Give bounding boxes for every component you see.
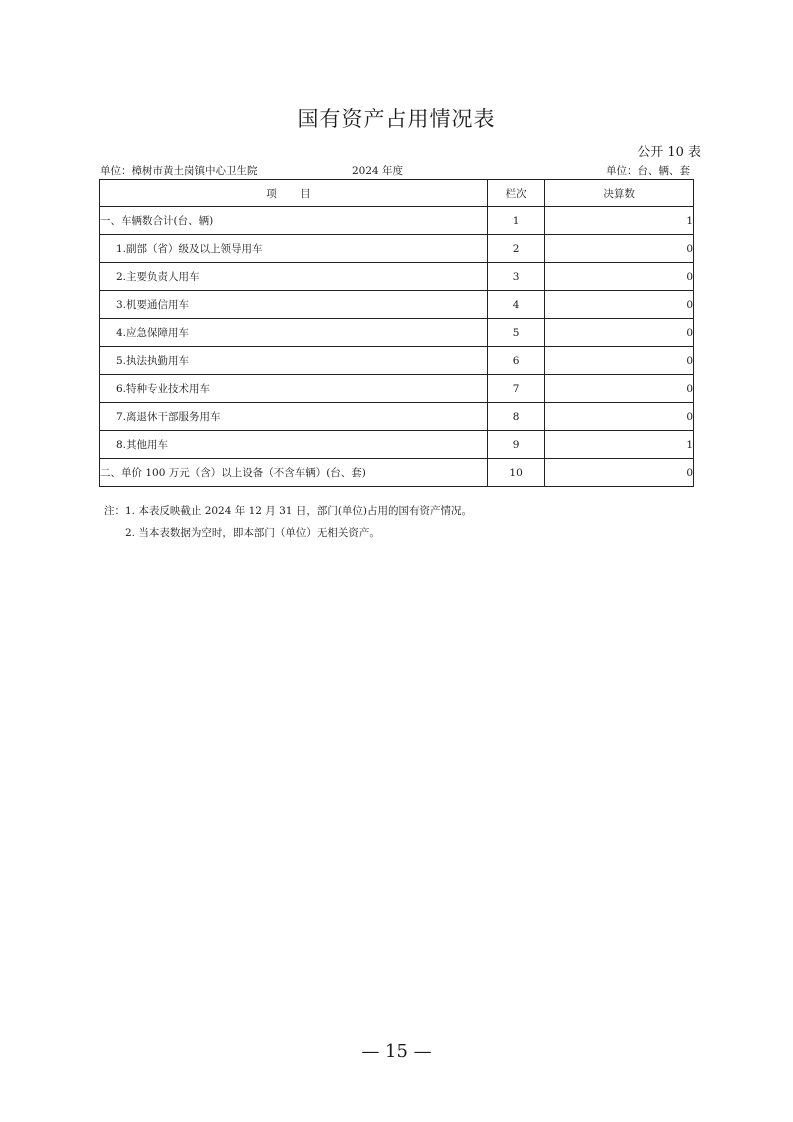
row-item: 7.离退休干部服务用车 xyxy=(100,403,488,431)
table-header-row xyxy=(100,180,694,207)
row-item: 5.执法执勤用车 xyxy=(100,347,488,375)
row-value: 1 xyxy=(545,207,694,235)
row-item: 二、单价 100 万元（含）以上设备（不含车辆）(台、套) xyxy=(100,459,488,487)
table-row xyxy=(100,235,694,263)
row-value: 0 xyxy=(545,235,694,263)
row-item: 2.主要负责人用车 xyxy=(100,263,488,291)
table-row xyxy=(100,431,694,459)
table-row xyxy=(100,291,694,319)
row-item: 4.应急保障用车 xyxy=(100,319,488,347)
table-row xyxy=(100,347,694,375)
row-value: 0 xyxy=(545,459,694,487)
table-row xyxy=(100,263,694,291)
row-value: 0 xyxy=(545,319,694,347)
table-notes xyxy=(104,500,472,544)
row-item: 1.副部（省）级及以上领导用车 xyxy=(100,235,488,263)
org-name: 单位：樟树市黄土岗镇中心卫生院 xyxy=(100,165,258,177)
header-info xyxy=(100,163,692,179)
row-item: 6.特种专业技术用车 xyxy=(100,375,488,403)
table-row xyxy=(100,319,694,347)
table-row xyxy=(100,207,694,235)
row-line: 6 xyxy=(487,347,544,375)
column-header-line: 栏次 xyxy=(487,180,544,207)
row-line: 7 xyxy=(487,375,544,403)
row-value: 0 xyxy=(545,263,694,291)
row-line: 3 xyxy=(487,263,544,291)
row-value: 0 xyxy=(545,375,694,403)
row-item: 3.机要通信用车 xyxy=(100,291,488,319)
row-line: 2 xyxy=(487,235,544,263)
asset-table xyxy=(99,179,694,487)
column-header-value: 决算数 xyxy=(545,180,694,207)
row-line: 8 xyxy=(487,403,544,431)
page-title: 国有资产占用情况表 xyxy=(297,107,496,131)
table-row xyxy=(100,459,694,487)
column-header-item: 项 目 xyxy=(100,180,488,207)
note-line: 2. 当本表数据为空时，即本部门（单位）无相关资产。 xyxy=(125,527,380,539)
row-value: 0 xyxy=(545,403,694,431)
row-line: 5 xyxy=(487,319,544,347)
table-code: 公开 10 表 xyxy=(637,145,701,160)
row-line: 10 xyxy=(487,459,544,487)
table-row xyxy=(100,375,694,403)
row-line: 4 xyxy=(487,291,544,319)
row-line: 1 xyxy=(487,207,544,235)
row-value: 0 xyxy=(545,347,694,375)
measure-unit: 单位：台、辆、套 xyxy=(606,165,690,177)
row-value: 1 xyxy=(545,431,694,459)
row-value: 0 xyxy=(545,291,694,319)
page-number: — 15 — xyxy=(361,1041,432,1062)
row-item: 8.其他用车 xyxy=(100,431,488,459)
table-row xyxy=(100,403,694,431)
fiscal-year: 2024 年度 xyxy=(352,165,404,177)
note-line: 注：1. 本表反映截止 2024 年 12 月 31 日，部门(单位)占用的国有资产情况。 xyxy=(104,505,473,517)
row-item: 一、车辆数合计(台、辆) xyxy=(100,207,488,235)
row-line: 9 xyxy=(487,431,544,459)
